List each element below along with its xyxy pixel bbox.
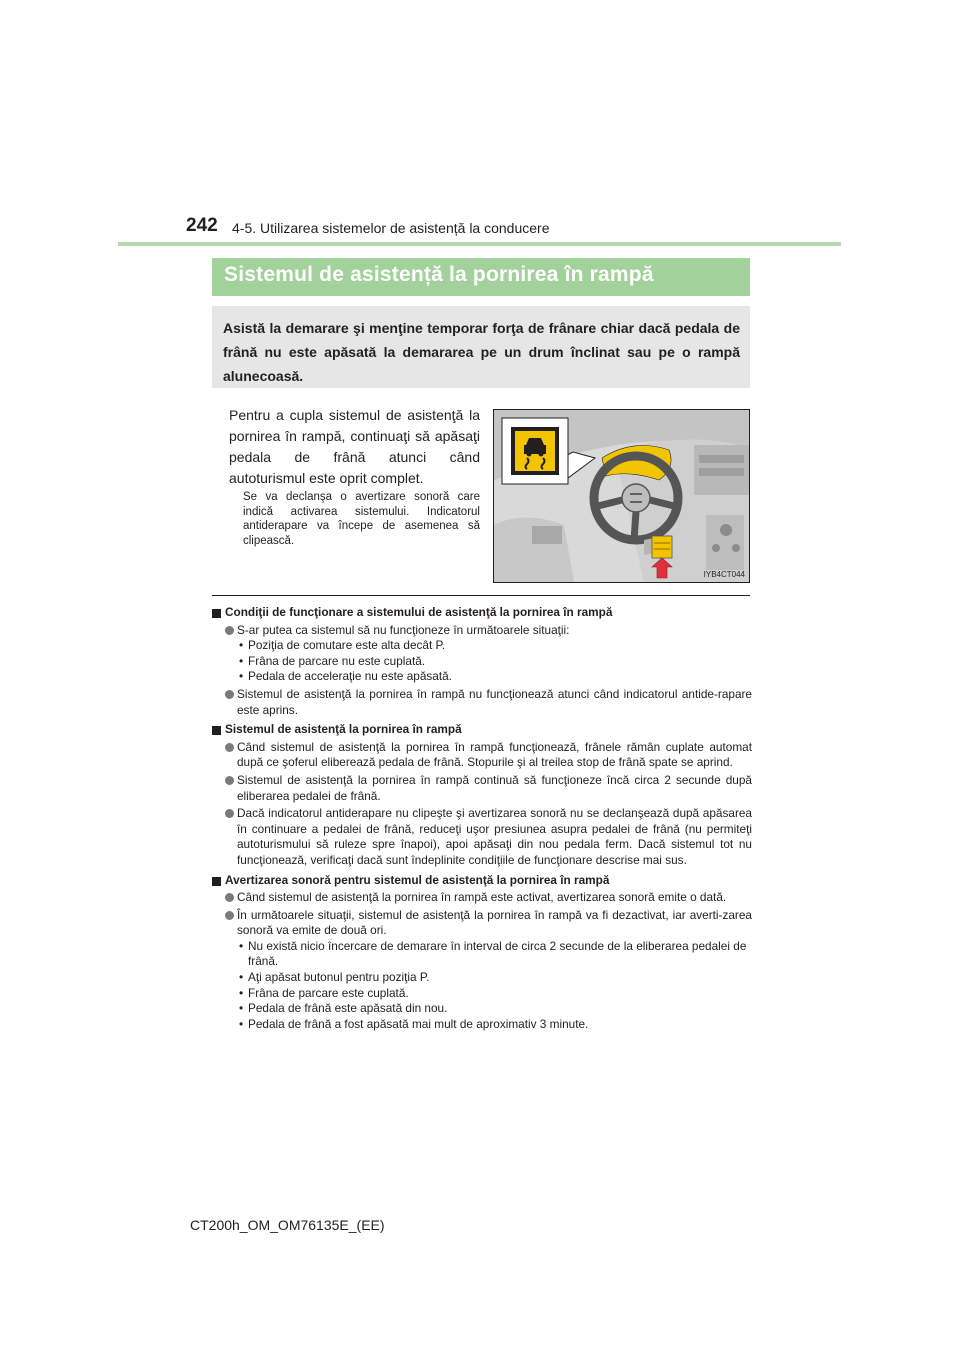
note-bullet bbox=[212, 623, 752, 639]
sub-bullet-marker: • bbox=[239, 653, 244, 668]
note-sub-text: Pedala de frână a fost apăsată mai mult de aproximativ 3 minute. bbox=[248, 1016, 589, 1031]
bullet-dot-icon bbox=[225, 690, 234, 699]
note-bullet-text: S-ar putea ca sistemul să nu funcţioneze în următoarele situaţii: bbox=[237, 622, 570, 637]
note-bullet-text: Sistemul de asistenţă la pornirea în rampă nu funcţionează atunci când indicatorul antide-rapare este aprins. bbox=[237, 686, 752, 717]
figure-code: IYB4CT044 bbox=[703, 570, 745, 579]
dashboard-drawing bbox=[494, 410, 749, 582]
note-sub-item bbox=[212, 654, 752, 670]
header-rule bbox=[118, 242, 841, 246]
footer-code: CT200h_OM_OM76135E_(EE) bbox=[190, 1217, 385, 1233]
note-sub-item bbox=[212, 1017, 752, 1033]
bullet-dot-icon bbox=[225, 911, 234, 920]
note-bullet bbox=[212, 740, 752, 771]
intro-box: Asistă la demarare şi menţine temporar forţa de frânare chiar dacă pedala de frână nu este apăsată la demararea pe un drum înclinat sau pe o rampă alunecoasă. bbox=[212, 306, 750, 388]
sub-bullet-marker: • bbox=[239, 970, 244, 985]
note-sub-text: Pedala de frână este apăsată din nou. bbox=[248, 1001, 448, 1016]
note-bullet bbox=[212, 806, 752, 868]
note-sub-item bbox=[212, 939, 752, 970]
note-bullet-text: Sistemul de asistenţă la pornirea în rampă continuă să funcţioneze încă circa 2 secunde după eliberarea pedalei de frână. bbox=[237, 772, 752, 803]
note-sub-item bbox=[212, 970, 752, 986]
note-bullet-text: În următoarele situaţii, sistemul de asistenţă la pornirea în rampă va fi dezactivat, iar averti-zarea sonoră va emite de două ori. bbox=[237, 907, 752, 938]
note-bullet bbox=[212, 890, 752, 906]
note-sub-text: Pedala de acceleraţie nu este apăsată. bbox=[248, 669, 452, 684]
bullet-dot-icon bbox=[225, 809, 234, 818]
sub-bullet-marker: • bbox=[239, 938, 244, 953]
note-bullet-text: Când sistemul de asistenţă la pornirea în rampă funcţionează, frânele rămân cuplate automat după ce şoferul eliberează pedala de frână. Stopurile şi al treilea stop de frână spate se aprind. bbox=[237, 739, 752, 770]
sub-bullet-marker: • bbox=[239, 638, 244, 653]
sub-bullet-marker: • bbox=[239, 985, 244, 1000]
note-sub-item bbox=[212, 638, 752, 654]
notes-section bbox=[212, 601, 752, 1032]
bullet-dot-icon bbox=[225, 893, 234, 902]
note-bullet-text: Dacă indicatorul antiderapare nu clipeşte şi avertizarea sonoră nu se declanşează după apăsarea în continuare a pedalei de frână, reduceţi uşor presiunea asupra pedalei de frână (nu permiteţi autoturismului să ruleze spre înapoi), apoi apăsaţi din nou pedala ferm. Dacă sistemul tot nu funcţionează, verificaţi dacă sunt îndeplinite condiţiile de funcţionare descrise mai sus. bbox=[237, 806, 752, 867]
slip-indicator-icon bbox=[511, 427, 559, 475]
bullet-dot-icon bbox=[225, 626, 234, 635]
bullet-dot-icon bbox=[225, 743, 234, 752]
note-sub-item bbox=[212, 1001, 752, 1017]
dashboard-illustration bbox=[493, 409, 750, 583]
page-number: 242 bbox=[186, 215, 218, 236]
sub-bullet-marker: • bbox=[239, 1016, 244, 1031]
section-divider bbox=[212, 595, 750, 596]
note-sub-text: Aţi apăsat butonul pentru poziţia P. bbox=[248, 970, 430, 985]
sub-bullet-marker: • bbox=[239, 1001, 244, 1016]
note-sub-item bbox=[212, 669, 752, 685]
note-sub-text: Nu există nicio încercare de demarare în interval de circa 2 secunde de la eliberarea pedalei de frână. bbox=[248, 938, 747, 969]
instruction-paragraph: Pentru a cupla sistemul de asistenţă la pornirea în rampă, continuaţi să apăsaţi pedala de frână atunci când autoturismul este oprit complet. bbox=[229, 407, 480, 486]
note-heading: Avertizarea sonoră pentru sistemul de asistenţă la pornirea în rampă bbox=[212, 873, 752, 889]
note-bullet bbox=[212, 773, 752, 804]
note-heading: Sistemul de asistenţă la pornirea în rampă bbox=[212, 722, 752, 738]
section-title-bar bbox=[212, 258, 750, 296]
section-title: Sistemul de asistență la pornirea în rampă bbox=[224, 263, 654, 286]
note-sub-text: Frâna de parcare nu este cuplată. bbox=[248, 653, 426, 668]
instruction-note: Se va declanşa o avertizare sonoră care indică activarea sistemului. Indicatorul antiderapare va începe de asemenea să clipească. bbox=[243, 491, 480, 547]
note-sub-text: Frâna de parcare este cuplată. bbox=[248, 985, 409, 1000]
note-sub-text: Poziţia de comutare este alta decât P. bbox=[248, 638, 446, 653]
chapter-title: 4-5. Utilizarea sistemelor de asistență la conducere bbox=[232, 220, 550, 236]
note-sub-item bbox=[212, 986, 752, 1002]
note-bullet-text: Când sistemul de asistenţă la pornirea în rampă este activat, avertizarea sonoră emite o dată. bbox=[237, 890, 727, 905]
note-bullet bbox=[212, 687, 752, 718]
bullet-dot-icon bbox=[225, 776, 234, 785]
sub-bullet-marker: • bbox=[239, 669, 244, 684]
note-bullet bbox=[212, 908, 752, 939]
note-heading: Condiţii de funcţionare a sistemului de asistenţă la pornirea în rampă bbox=[212, 605, 752, 621]
